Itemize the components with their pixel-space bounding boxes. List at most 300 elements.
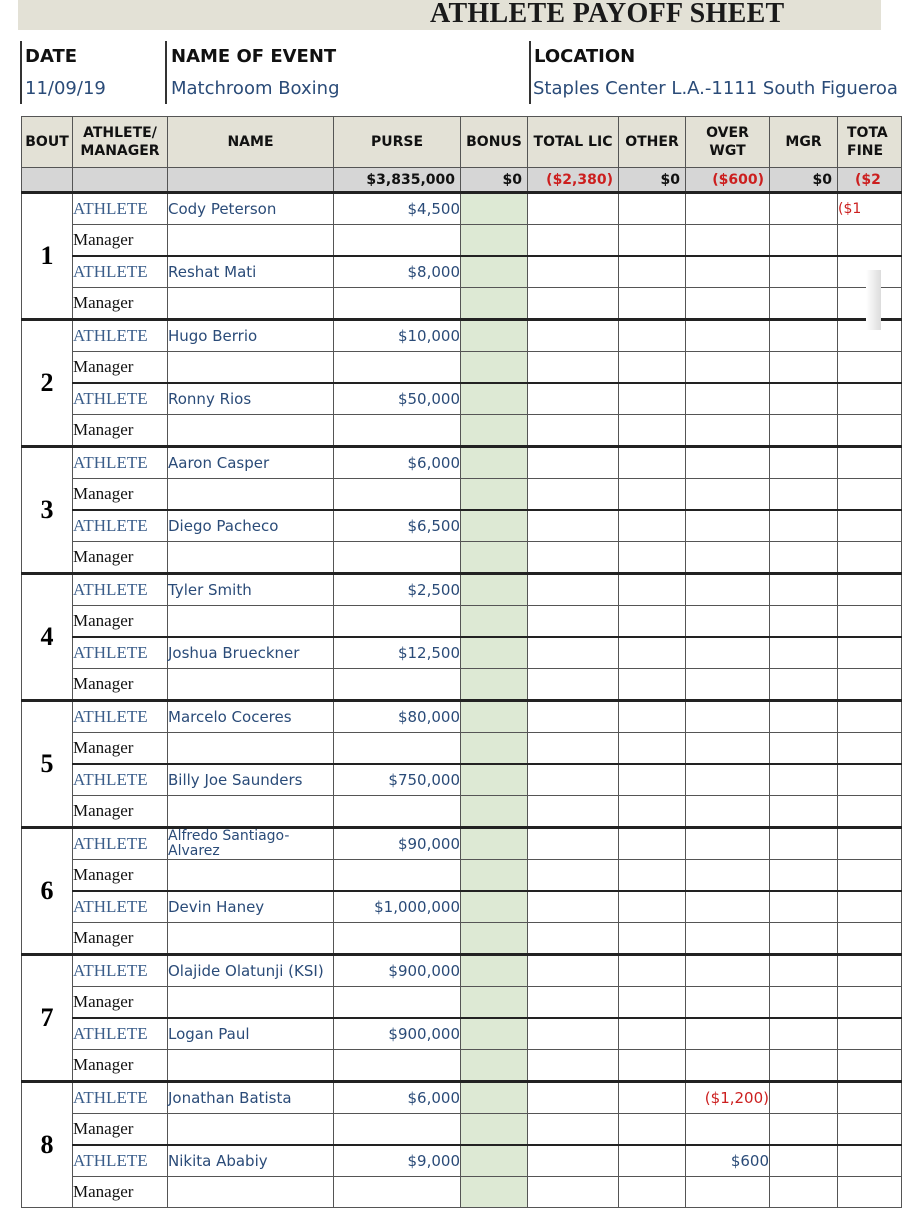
bonus-cell <box>461 542 528 574</box>
over-wgt-cell <box>686 479 770 511</box>
bonus-cell <box>461 1050 528 1082</box>
total-lic-cell <box>528 352 619 384</box>
athlete-purse: $2,500 <box>334 574 461 606</box>
other-cell <box>619 415 686 447</box>
manager-role-label: Manager <box>73 1114 168 1146</box>
athlete-purse: $6,000 <box>334 1082 461 1114</box>
col-over-wgt-line1: OVER <box>706 125 749 141</box>
bonus-cell <box>461 320 528 352</box>
other-cell <box>619 923 686 955</box>
manager-purse-cell <box>334 796 461 828</box>
manager-name-cell <box>168 225 334 257</box>
total-lic-cell <box>528 637 619 669</box>
manager-role-label: Manager <box>73 860 168 892</box>
total-fine-cell <box>838 955 902 987</box>
athlete-row <box>22 955 902 987</box>
bonus-cell <box>461 796 528 828</box>
mgr-cell <box>770 733 838 765</box>
sheet-title: ATHLETE PAYOFF SHEET <box>430 0 785 29</box>
total-fine-cell <box>838 669 902 701</box>
event-divider <box>165 41 167 104</box>
other-cell <box>619 479 686 511</box>
bout-number: 2 <box>22 320 73 447</box>
location-label: LOCATION <box>534 46 636 67</box>
date-divider <box>20 41 22 104</box>
manager-role-label: Manager <box>73 796 168 828</box>
event-label: NAME OF EVENT <box>171 46 337 67</box>
total-fine-cell <box>838 415 902 447</box>
other-cell <box>619 701 686 733</box>
total-lic-cell <box>528 256 619 288</box>
other-cell <box>619 860 686 892</box>
other-cell <box>619 1145 686 1177</box>
athlete-role-label: ATHLETE <box>73 320 168 352</box>
athlete-name: Aaron Casper <box>168 447 334 479</box>
manager-name-cell <box>168 1177 334 1208</box>
over-wgt-cell <box>686 891 770 923</box>
manager-row <box>22 796 902 828</box>
manager-role-label: Manager <box>73 352 168 384</box>
over-wgt-cell: ($1,200) <box>686 1082 770 1114</box>
col-total-fine <box>838 117 902 168</box>
other-cell <box>619 1114 686 1146</box>
athlete-purse: $750,000 <box>334 764 461 796</box>
athlete-purse: $8,000 <box>334 256 461 288</box>
total-lic-cell <box>528 987 619 1019</box>
total-lic-cell <box>528 669 619 701</box>
over-wgt-cell <box>686 542 770 574</box>
bonus-cell <box>461 574 528 606</box>
col-total-lic: TOTAL LIC <box>528 117 619 168</box>
over-wgt-cell <box>686 415 770 447</box>
mgr-cell <box>770 320 838 352</box>
mgr-cell <box>770 415 838 447</box>
other-cell <box>619 352 686 384</box>
manager-name-cell <box>168 352 334 384</box>
manager-role-label: Manager <box>73 288 168 320</box>
total-lic-cell <box>528 923 619 955</box>
mgr-cell <box>770 796 838 828</box>
athlete-role-label: ATHLETE <box>73 891 168 923</box>
other-cell <box>619 733 686 765</box>
total-fine-cell <box>838 479 902 511</box>
manager-row <box>22 415 902 447</box>
manager-role-label: Manager <box>73 542 168 574</box>
total-lic-cell <box>528 447 619 479</box>
over-wgt-cell <box>686 764 770 796</box>
bout-number: 1 <box>22 193 73 320</box>
bonus-cell <box>461 606 528 638</box>
over-wgt-cell <box>686 1114 770 1146</box>
athlete-purse: $4,500 <box>334 193 461 225</box>
manager-purse-cell <box>334 733 461 765</box>
total-fine-cell <box>838 1114 902 1146</box>
mgr-cell <box>770 288 838 320</box>
mgr-cell <box>770 701 838 733</box>
total-fine-cell <box>838 701 902 733</box>
other-cell <box>619 510 686 542</box>
athlete-purse: $900,000 <box>334 955 461 987</box>
bout-number: 5 <box>22 701 73 828</box>
manager-role-label: Manager <box>73 1177 168 1208</box>
manager-row <box>22 733 902 765</box>
total-lic-cell <box>528 955 619 987</box>
athlete-name: Marcelo Coceres <box>168 701 334 733</box>
event-value: Matchroom Boxing <box>171 78 340 99</box>
total-lic-cell <box>528 288 619 320</box>
manager-role-label: Manager <box>73 225 168 257</box>
manager-row <box>22 1050 902 1082</box>
col-total-fine-line1: TOTA <box>847 125 888 141</box>
bonus-cell <box>461 828 528 860</box>
mgr-cell <box>770 447 838 479</box>
bonus-cell <box>461 510 528 542</box>
mgr-cell <box>770 225 838 257</box>
manager-purse-cell <box>334 1050 461 1082</box>
other-cell <box>619 764 686 796</box>
bonus-cell <box>461 923 528 955</box>
athlete-role-label: ATHLETE <box>73 256 168 288</box>
manager-purse-cell <box>334 1114 461 1146</box>
manager-row <box>22 288 902 320</box>
over-wgt-cell <box>686 288 770 320</box>
athlete-row <box>22 828 902 860</box>
other-cell <box>619 574 686 606</box>
mgr-cell <box>770 637 838 669</box>
total-fine-cell <box>838 796 902 828</box>
athlete-purse: $10,000 <box>334 320 461 352</box>
athlete-role-label: ATHLETE <box>73 1018 168 1050</box>
over-wgt-cell <box>686 352 770 384</box>
over-wgt-cell <box>686 1177 770 1208</box>
athlete-name: Reshat Mati <box>168 256 334 288</box>
athlete-role-label: ATHLETE <box>73 701 168 733</box>
total-lic-cell <box>528 764 619 796</box>
manager-role-label: Manager <box>73 415 168 447</box>
mgr-cell <box>770 669 838 701</box>
total-fine-cell <box>838 352 902 384</box>
other-cell <box>619 193 686 225</box>
bonus-cell <box>461 764 528 796</box>
bonus-cell <box>461 447 528 479</box>
total-lic-cell <box>528 1145 619 1177</box>
manager-purse-cell <box>334 860 461 892</box>
total-fine-cell <box>838 923 902 955</box>
total-fine-cell <box>838 860 902 892</box>
total-lic-cell <box>528 701 619 733</box>
manager-row <box>22 542 902 574</box>
total-lic-cell <box>528 733 619 765</box>
total-fine-cell <box>838 1177 902 1208</box>
bout-number: 6 <box>22 828 73 955</box>
mgr-cell <box>770 891 838 923</box>
total-lic-cell <box>528 1018 619 1050</box>
total-fine-cell <box>838 542 902 574</box>
manager-name-cell <box>168 923 334 955</box>
col-other: OTHER <box>619 117 686 168</box>
bonus-cell <box>461 637 528 669</box>
over-wgt-cell <box>686 256 770 288</box>
athlete-name: Cody Peterson <box>168 193 334 225</box>
manager-row <box>22 479 902 511</box>
sheet-body <box>22 193 902 1208</box>
total-fine-cell <box>838 987 902 1019</box>
total-lic-cell <box>528 1082 619 1114</box>
mgr-cell <box>770 352 838 384</box>
total-fine-cell <box>838 828 902 860</box>
bonus-cell <box>461 352 528 384</box>
athlete-name: Devin Haney <box>168 891 334 923</box>
total-lic-cell <box>528 193 619 225</box>
bout-number: 8 <box>22 1082 73 1208</box>
other-cell <box>619 288 686 320</box>
totals-bout-cell <box>22 168 73 193</box>
total-fine-cell <box>838 383 902 415</box>
bonus-cell <box>461 383 528 415</box>
total-lic-cell <box>528 1114 619 1146</box>
athlete-name: Tyler Smith <box>168 574 334 606</box>
other-cell <box>619 1082 686 1114</box>
athlete-role-label: ATHLETE <box>73 828 168 860</box>
bonus-cell <box>461 891 528 923</box>
col-bonus: BONUS <box>461 117 528 168</box>
over-wgt-cell <box>686 447 770 479</box>
total-lic-cell <box>528 225 619 257</box>
manager-name-cell <box>168 669 334 701</box>
other-cell <box>619 320 686 352</box>
mgr-cell <box>770 860 838 892</box>
total-lic-cell <box>528 320 619 352</box>
other-cell <box>619 987 686 1019</box>
manager-name-cell <box>168 733 334 765</box>
over-wgt-cell <box>686 637 770 669</box>
over-wgt-cell <box>686 669 770 701</box>
location-value: Staples Center L.A.-1111 South Figueroa <box>533 78 898 99</box>
athlete-purse: $900,000 <box>334 1018 461 1050</box>
manager-name-cell <box>168 860 334 892</box>
over-wgt-cell: $600 <box>686 1145 770 1177</box>
total-fine-cell <box>838 733 902 765</box>
bonus-cell <box>461 1082 528 1114</box>
athlete-role-label: ATHLETE <box>73 193 168 225</box>
over-wgt-cell <box>686 606 770 638</box>
manager-role-label: Manager <box>73 606 168 638</box>
athlete-row <box>22 1145 902 1177</box>
over-wgt-cell <box>686 320 770 352</box>
col-total-fine-line2: FINE <box>847 143 884 159</box>
other-cell <box>619 542 686 574</box>
total-fine-cell <box>838 1082 902 1114</box>
manager-row <box>22 987 902 1019</box>
athlete-row <box>22 510 902 542</box>
manager-name-cell <box>168 542 334 574</box>
other-cell <box>619 669 686 701</box>
other-cell <box>619 447 686 479</box>
manager-row <box>22 606 902 638</box>
manager-purse-cell <box>334 352 461 384</box>
total-lic-cell <box>528 1177 619 1208</box>
bonus-cell <box>461 256 528 288</box>
athlete-name: Billy Joe Saunders <box>168 764 334 796</box>
athlete-name: Nikita Ababiy <box>168 1145 334 1177</box>
bonus-cell <box>461 669 528 701</box>
manager-name-cell <box>168 796 334 828</box>
mgr-cell <box>770 955 838 987</box>
bonus-cell <box>461 193 528 225</box>
total-lic-cell <box>528 574 619 606</box>
total-fine-cell <box>838 1018 902 1050</box>
total-fine-cell <box>838 447 902 479</box>
athlete-name: Alfredo Santiago-Alvarez <box>168 828 334 860</box>
total-lic-cell <box>528 796 619 828</box>
bout-number: 7 <box>22 955 73 1082</box>
total-fine-cell <box>838 637 902 669</box>
total-lic-cell <box>528 1050 619 1082</box>
athlete-row <box>22 447 902 479</box>
athlete-purse: $80,000 <box>334 701 461 733</box>
athlete-name: Olajide Olatunji (KSI) <box>168 955 334 987</box>
manager-purse-cell <box>334 415 461 447</box>
athlete-role-label: ATHLETE <box>73 637 168 669</box>
total-fine-cell <box>838 891 902 923</box>
other-cell <box>619 1177 686 1208</box>
mgr-cell <box>770 987 838 1019</box>
athlete-row <box>22 256 902 288</box>
totals-role-cell <box>73 168 168 193</box>
col-athlete-manager-line1: ATHLETE/ <box>83 125 157 141</box>
athlete-row <box>22 891 902 923</box>
mgr-cell <box>770 764 838 796</box>
athlete-row <box>22 1018 902 1050</box>
bonus-cell <box>461 479 528 511</box>
mgr-cell <box>770 256 838 288</box>
bout-number: 3 <box>22 447 73 574</box>
mgr-cell <box>770 1114 838 1146</box>
other-cell <box>619 606 686 638</box>
col-over-wgt <box>686 117 770 168</box>
manager-name-cell <box>168 1050 334 1082</box>
total-over-wgt: ($600) <box>686 168 770 193</box>
mgr-cell <box>770 1145 838 1177</box>
over-wgt-cell <box>686 987 770 1019</box>
bonus-cell <box>461 1177 528 1208</box>
total-mgr: $0 <box>770 168 838 193</box>
payoff-table <box>21 116 902 1208</box>
manager-name-cell <box>168 415 334 447</box>
manager-row <box>22 1177 902 1208</box>
manager-purse-cell <box>334 923 461 955</box>
total-purse: $3,835,000 <box>334 168 461 193</box>
date-label: DATE <box>25 46 78 67</box>
athlete-row <box>22 383 902 415</box>
manager-role-label: Manager <box>73 1050 168 1082</box>
athlete-row <box>22 637 902 669</box>
athlete-purse: $50,000 <box>334 383 461 415</box>
athlete-purse: $12,500 <box>334 637 461 669</box>
manager-name-cell <box>168 987 334 1019</box>
manager-name-cell <box>168 1114 334 1146</box>
athlete-name: Diego Pacheco <box>168 510 334 542</box>
total-fine-cell: ($1 <box>838 193 902 225</box>
total-fine-cell <box>838 1050 902 1082</box>
athlete-purse: $9,000 <box>334 1145 461 1177</box>
manager-purse-cell <box>334 606 461 638</box>
athlete-name: Hugo Berrio <box>168 320 334 352</box>
over-wgt-cell <box>686 733 770 765</box>
manager-role-label: Manager <box>73 479 168 511</box>
over-wgt-cell <box>686 828 770 860</box>
over-wgt-cell <box>686 796 770 828</box>
athlete-role-label: ATHLETE <box>73 447 168 479</box>
total-fine-cell <box>838 510 902 542</box>
mgr-cell <box>770 1082 838 1114</box>
bonus-cell <box>461 701 528 733</box>
mgr-cell <box>770 1050 838 1082</box>
other-cell <box>619 225 686 257</box>
over-wgt-cell <box>686 383 770 415</box>
location-divider <box>529 41 531 104</box>
manager-name-cell <box>168 288 334 320</box>
other-cell <box>619 1018 686 1050</box>
athlete-role-label: ATHLETE <box>73 955 168 987</box>
manager-role-label: Manager <box>73 987 168 1019</box>
bonus-cell <box>461 987 528 1019</box>
athlete-row <box>22 764 902 796</box>
totals-row <box>22 168 902 193</box>
over-wgt-cell <box>686 955 770 987</box>
total-fine-cell <box>838 574 902 606</box>
athlete-purse: $6,000 <box>334 447 461 479</box>
athlete-role-label: ATHLETE <box>73 574 168 606</box>
date-value: 11/09/19 <box>25 78 106 99</box>
bonus-cell <box>461 288 528 320</box>
total-lic-cell <box>528 415 619 447</box>
total-lic-cell <box>528 542 619 574</box>
col-athlete-manager <box>73 117 168 168</box>
total-other: $0 <box>619 168 686 193</box>
other-cell <box>619 256 686 288</box>
other-cell <box>619 796 686 828</box>
athlete-name: Ronny Rios <box>168 383 334 415</box>
totals-name-cell <box>168 168 334 193</box>
total-fine: ($2 <box>838 168 902 193</box>
manager-role-label: Manager <box>73 733 168 765</box>
total-fine-cell <box>838 606 902 638</box>
col-over-wgt-line2: WGT <box>709 143 746 159</box>
manager-purse-cell <box>334 288 461 320</box>
other-cell <box>619 1050 686 1082</box>
bonus-cell <box>461 1114 528 1146</box>
manager-purse-cell <box>334 479 461 511</box>
mgr-cell <box>770 479 838 511</box>
mgr-cell <box>770 383 838 415</box>
bonus-cell <box>461 1018 528 1050</box>
total-lic-cell <box>528 479 619 511</box>
manager-row <box>22 225 902 257</box>
total-lic-cell <box>528 891 619 923</box>
total-lic-cell <box>528 860 619 892</box>
total-lic-cell <box>528 828 619 860</box>
athlete-role-label: ATHLETE <box>73 764 168 796</box>
athlete-row <box>22 574 902 606</box>
over-wgt-cell <box>686 193 770 225</box>
manager-row <box>22 669 902 701</box>
athlete-name: Joshua Brueckner <box>168 637 334 669</box>
athlete-role-label: ATHLETE <box>73 383 168 415</box>
athlete-row <box>22 1082 902 1114</box>
total-fine-cell <box>838 225 902 257</box>
mgr-cell <box>770 1177 838 1208</box>
